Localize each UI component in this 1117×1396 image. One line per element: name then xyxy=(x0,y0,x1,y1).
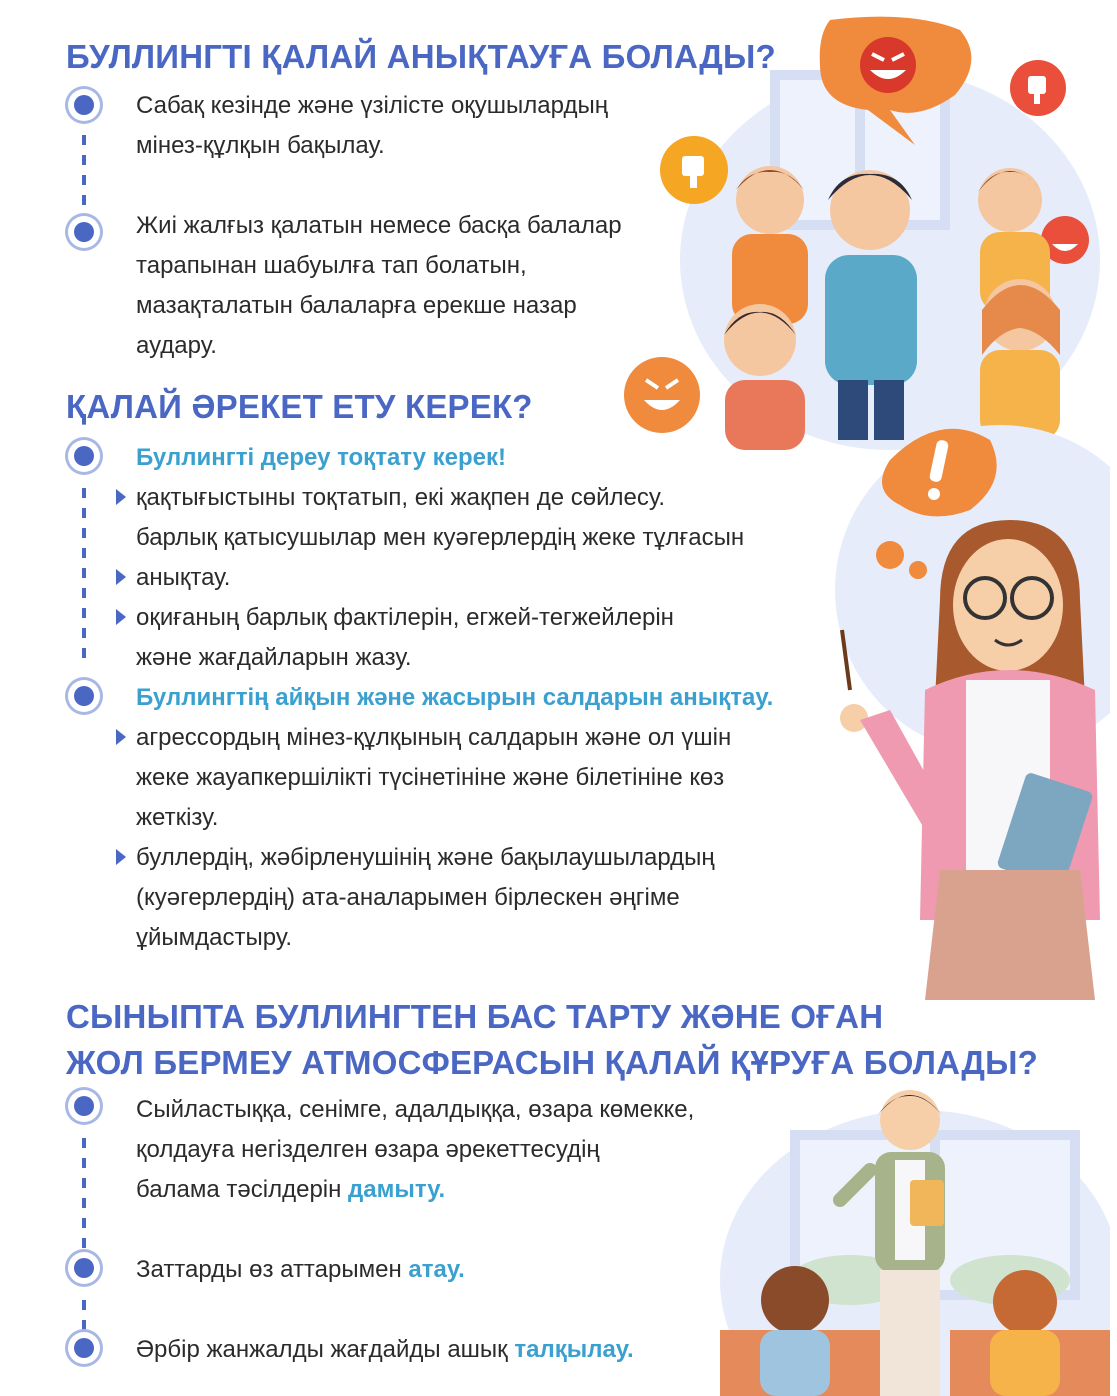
timeline-dot-icon xyxy=(74,222,94,242)
text-line: тарапынан шабуылға тап болатын, xyxy=(136,252,527,279)
section2-sub1-item: анықтау. xyxy=(136,564,231,591)
section3-item2 xyxy=(136,1250,465,1290)
timeline-dot-icon xyxy=(74,1338,94,1358)
timeline-dash xyxy=(82,175,86,185)
timeline-dash xyxy=(82,1300,86,1310)
section1-item2 xyxy=(136,206,622,366)
section2-subheading1: Буллингті дереу тоқтату керек! xyxy=(136,444,507,471)
section2-sub1-item: барлық қатысушылар мен куәгерлердің жеке тұлғасын xyxy=(136,524,745,551)
timeline-dash xyxy=(82,568,86,578)
section3-item1 xyxy=(136,1090,694,1210)
triangle-bullet-icon xyxy=(116,569,126,585)
text-line: Сабақ кезінде және үзілісте оқушылардың xyxy=(136,92,608,119)
timeline-dash xyxy=(82,548,86,558)
timeline-dash xyxy=(82,1238,86,1248)
accent-word: атау. xyxy=(408,1256,465,1283)
triangle-bullet-icon xyxy=(116,849,126,865)
triangle-bullet-icon xyxy=(116,489,126,505)
timeline-dash xyxy=(82,1218,86,1228)
section1-item1 xyxy=(136,86,608,166)
section2-sub2-item: ұйымдастыру. xyxy=(136,924,293,951)
section2-subheading2: Буллингтің айқын және жасырын салдарын анықтау. xyxy=(136,684,774,711)
section2-sub1-item: қақтығыстыны тоқтатып, екі жақпен де сөйлесу. xyxy=(136,484,666,511)
text-span: Заттарды өз аттарымен xyxy=(136,1256,409,1283)
timeline-dash xyxy=(82,588,86,598)
section2-sub1-item: және жағдайларын жазу. xyxy=(136,644,412,671)
title-line: ЖОЛ БЕРМЕУ АТМОСФЕРАСЫН ҚАЛАЙ ҚҰРУҒА БОЛАДЫ? xyxy=(66,1044,1038,1081)
timeline-dash xyxy=(82,628,86,638)
thumbs-down-icon xyxy=(660,136,728,204)
text-line: қолдауға негізделген өзара әрекеттесудің xyxy=(136,1136,600,1163)
section2-sub2-item: жеткізу. xyxy=(136,804,219,831)
timeline-dash xyxy=(82,155,86,165)
timeline-dash xyxy=(82,1138,86,1148)
text-line: аудару. xyxy=(136,332,217,359)
text-span: Әрбір жанжалды жағдайды ашық xyxy=(136,1336,515,1363)
timeline-dash xyxy=(82,1178,86,1188)
text-line: мінез-құлқын бақылау. xyxy=(136,132,385,159)
section2-sub1-item: оқиғаның барлық фактілерін, егжей-тегжейлерін xyxy=(136,604,674,631)
text-line: Сыйластыққа, сенімге, адалдыққа, өзара көмекке, xyxy=(136,1096,695,1123)
timeline-dash xyxy=(82,1320,86,1330)
timeline-dash xyxy=(82,528,86,538)
text-line: Жиі жалғыз қалатын немесе басқа балалар xyxy=(136,212,622,239)
section2-sub2-item: агрессордың мінез-құлқының салдарын және ол үшін xyxy=(136,724,732,751)
timeline-dash xyxy=(82,608,86,618)
timeline-dot-icon xyxy=(74,446,94,466)
section3-item3 xyxy=(136,1330,634,1370)
accent-word: талқылау. xyxy=(514,1336,634,1363)
timeline-dot-icon xyxy=(74,95,94,115)
angry-face-icon xyxy=(624,357,700,433)
timeline-dash xyxy=(82,135,86,145)
section3-title xyxy=(66,994,1038,1086)
section2-sub2-item: буллердің, жәбірленушінің және бақылаушылардың xyxy=(136,844,715,871)
timeline-dash xyxy=(82,488,86,498)
timeline-dash xyxy=(82,195,86,205)
timeline-dash xyxy=(82,508,86,518)
triangle-bullet-icon xyxy=(116,609,126,625)
title-line: СЫНЫПТА БУЛЛИНГТЕН БАС ТАРТУ ЖӘНЕ ОҒАН xyxy=(66,998,884,1035)
thumbs-down-icon xyxy=(1010,60,1066,116)
teacher-illustration xyxy=(830,400,1110,1010)
section2-title: ҚАЛАЙ ӘРЕКЕТ ЕТУ КЕРЕК? xyxy=(66,388,533,425)
text-span: балама тәсілдерін xyxy=(136,1176,349,1203)
timeline-dash xyxy=(82,648,86,658)
timeline-dash xyxy=(82,1158,86,1168)
classroom-illustration xyxy=(720,1080,1110,1396)
text-line xyxy=(136,1170,694,1210)
section2-sub2-item: жеке жауапкершілікті түсінетініне және білетініне көз xyxy=(136,764,725,791)
section2-sub2-item: (куәгерлердің) ата-аналарымен бірлескен әңгіме xyxy=(136,884,680,911)
timeline-dash xyxy=(82,1198,86,1208)
text-line: мазақталатын балаларға ерекше назар xyxy=(136,292,577,319)
triangle-bullet-icon xyxy=(116,729,126,745)
accent-word: дамыту. xyxy=(348,1176,446,1203)
timeline-dot-icon xyxy=(74,1258,94,1278)
section1-title: БУЛЛИНГТІ ҚАЛАЙ АНЫҚТАУҒА БОЛАДЫ? xyxy=(66,38,776,75)
timeline-dot-icon xyxy=(74,686,94,706)
timeline-dot-icon xyxy=(74,1096,94,1116)
